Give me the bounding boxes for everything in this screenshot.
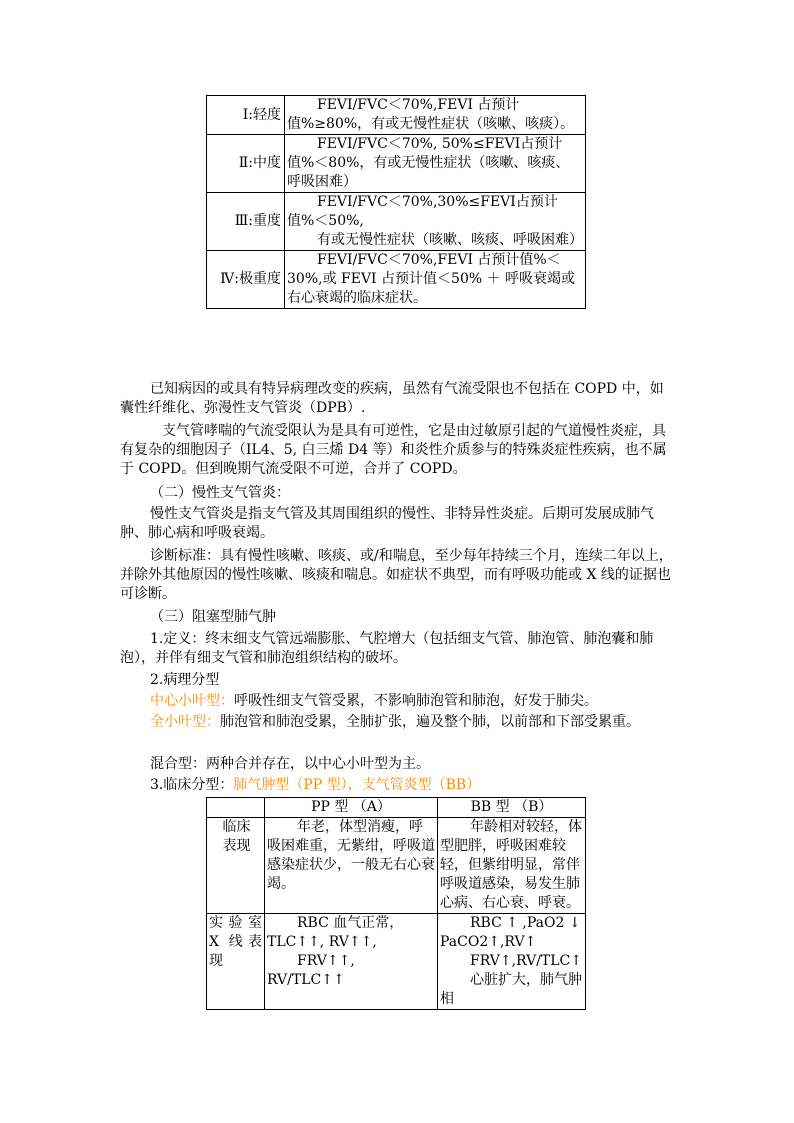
criteria-text: FEVI/FVC＜70%,30%≤FEVI占预计值%＜50%, <box>287 194 558 229</box>
cell-text: 年老，体型消瘦，呼吸困难重，无紫绀，呼吸道感染症状少，一般无右心衰竭。 <box>267 819 435 892</box>
cell-text: FRV↑,RV/TLC↑ <box>470 953 582 969</box>
table-row <box>207 251 586 309</box>
severity-criteria <box>285 135 586 193</box>
paragraph-chronic-bronchitis: 慢性支气管炎是指支气管及其周围组织的慢性、非特异性炎症。后期可发展成肺气肿、肺心病和呼吸衰竭。 <box>120 506 654 541</box>
criteria-text: FEVI/FVC＜70%,FEVI 占预计值%＜30%,或 FEVI 占预计值＜50% ＋ 呼吸衰竭或右心衰竭的临床症状。 <box>287 252 576 306</box>
paragraph-definition: 1.定义：终末细支气管远端膨胀、气腔增大（包括细支气管、肺泡管、肺泡囊和肺泡），并伴有细支气管和肺泡组织结构的破坏。 <box>120 631 654 666</box>
paragraph-clinical-types <box>120 776 676 795</box>
table-cell <box>265 818 438 914</box>
copd-severity-table <box>206 95 586 309</box>
paragraph-diagnosis-criteria: 诊断标准：具有慢性咳嗽、咳痰、或/和喘息，至少每年持续三个月，连续二年以上，并除外其他原因的慢性咳嗽、咳痰和喘息。如症状不典型，而有呼吸功能或 X 线的证据也可诊断。 <box>120 548 673 602</box>
paragraph-text: 呼吸性细支气管受累，不影响肺泡管和肺泡，好发于肺尖。 <box>234 693 598 709</box>
cell-text: 心脏扩大，肺气肿相 <box>440 972 582 1007</box>
severity-label: Ⅲ:重度 <box>207 193 285 251</box>
criteria-text: 有或无慢性症状（咳嗽、咳痰、呼吸困难） <box>317 232 583 248</box>
highlight-term: 肺气肿型（PP 型），支气管炎型（BB） <box>233 777 481 793</box>
paragraph-text: 3.临床分型： <box>150 777 234 793</box>
table-cell <box>265 914 438 1010</box>
paragraph-asthma: 支气管哮喘的气流受限认为是具有可逆性，它是由过敏原引起的气道慢性炎症，具有复杂的细胞因子（IL4、5, 白三烯 D4 等）和炎性介质参与的特殊炎症性疾病，也不属于 COPD。但到晚期气流受限不可逆，合并了 COPD。 <box>120 423 667 477</box>
paragraph-copd-exclusion: 已知病因的或具有特异病理改变的疾病，虽然有气流受限也不包括在 COPD 中，如囊性纤维化、弥漫性支气管炎（DPB）. <box>120 381 664 416</box>
cell-text: RBC ↑ ,PaO2 ↓ PaCO2↑,RV↑ <box>440 915 581 950</box>
table-header-row <box>207 798 586 818</box>
highlight-term: 中心小叶型： <box>150 693 234 709</box>
cell-text: 年龄相对较轻，体型肥胖，呼吸困难较轻，但紫绀明显，常伴呼吸道感染，易发生肺心病、右心衰、呼衰。 <box>440 819 582 911</box>
paragraph-pathology-types: 2.病理分型 <box>150 672 220 688</box>
table-row <box>207 193 586 251</box>
severity-label: Ⅰ:轻度 <box>207 96 285 135</box>
table-cell <box>438 914 586 1010</box>
cell-text: RBC 血气正常，TLC↑↑, RV↑↑, <box>267 915 404 950</box>
table-row <box>207 914 586 1010</box>
cell-text: FRV↑↑, RV/TLC↑↑ <box>267 953 355 988</box>
section-heading-emphysema: （三）阻塞型肺气肿 <box>150 609 276 625</box>
severity-label: Ⅳ:极重度 <box>207 251 285 309</box>
severity-label: Ⅱ:中度 <box>207 135 285 193</box>
header-cell <box>207 798 265 818</box>
header-cell: BB 型 （B） <box>438 798 586 818</box>
table-row <box>207 818 586 914</box>
paragraph-panlobular <box>120 713 676 732</box>
table-row <box>207 135 586 193</box>
row-label: 实验室 X 线表现 <box>207 914 265 1010</box>
header-cell: PP 型 （A） <box>265 798 438 818</box>
criteria-text: FEVI/FVC＜70%, 50%≤FEVI占预计值%＜80%，有或无慢性症状（咳嗽、咳痰、呼吸困难） <box>287 136 570 190</box>
row-label: 临床表现 <box>207 818 265 914</box>
severity-criteria <box>285 193 586 251</box>
paragraph-mixed-type: 混合型：两种合并存在，以中心小叶型为主。 <box>150 756 430 772</box>
highlight-term: 全小叶型： <box>150 714 220 730</box>
criteria-text: FEVI/FVC＜70%,FEVI 占预计值%≥80%，有或无慢性症状（咳嗽、咳痰）。 <box>287 97 575 132</box>
paragraph-centrilobular <box>120 692 676 711</box>
pp-bb-comparison-table <box>206 797 586 1010</box>
section-heading-chronic-bronchitis: （二）慢性支气管炎： <box>150 485 290 501</box>
severity-criteria <box>285 96 586 135</box>
paragraph-text: 肺泡管和肺泡受累，全肺扩张，遍及整个肺，以前部和下部受累重。 <box>220 714 640 730</box>
table-row <box>207 96 586 135</box>
table-cell <box>438 818 586 914</box>
severity-criteria <box>285 251 586 309</box>
